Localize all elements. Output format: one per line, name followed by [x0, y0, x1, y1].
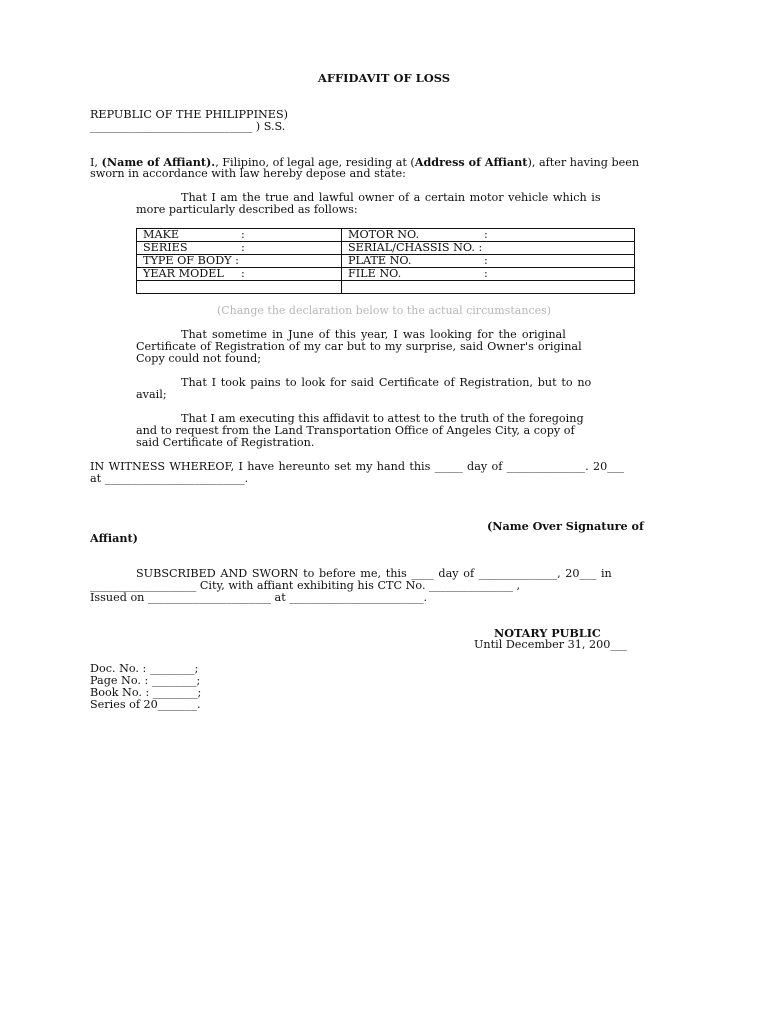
vehicle-field-right [342, 229, 635, 242]
vehicle-table-row [137, 255, 635, 268]
vehicle-field-label: SERIAL/CHASSIS NO. : [348, 241, 483, 254]
vehicle-field-left [137, 229, 342, 242]
vehicle-field-label: FILE NO. [348, 267, 402, 280]
subscribed-line-1: SUBSCRIBED AND SWORN to before me, this ____ day of ______________, 20___ in [136, 567, 612, 580]
affiant-name: (Name of Affiant). [101, 155, 216, 169]
para-lost-line-1: That sometime in June of this year, I was looking for the original [181, 328, 566, 341]
para-search-line-1: That I took pains to look for said Certificate of Registration, but to no [181, 376, 592, 389]
republic-line: REPUBLIC OF THE PHILIPPINES) [90, 108, 288, 121]
ss-blank: _____________________________ [90, 120, 253, 133]
ownership-line-1: That I am the true and lawful owner of a certain motor vehicle which is [181, 191, 601, 204]
para-purpose-line-3: said Certificate of Registration. [136, 436, 315, 449]
vehicle-field-colon: : [484, 267, 488, 280]
intro-line-2: sworn in accordance with law hereby depose and state: [90, 167, 406, 180]
vehicle-field-colon: : [484, 228, 488, 241]
signature-label-cont: Affiant) [90, 531, 138, 545]
para-lost-line-3: Copy could not found; [136, 352, 262, 365]
para-search-line-2: avail; [136, 388, 167, 401]
document-title: AFFIDAVIT OF LOSS [317, 71, 451, 85]
vehicle-table-row [137, 281, 635, 294]
witness-line-1: IN WITNESS WHEREOF, I have hereunto set my hand this _____ day of ______________. 20___ [90, 460, 625, 473]
affiant-address: Address of Affiant [414, 155, 528, 169]
vehicle-field-left [137, 268, 342, 281]
subscribed-line-3: Issued on ______________________ at ________________________. [90, 591, 428, 604]
vehicle-field-label: PLATE NO. [348, 254, 412, 267]
signature-label: (Name Over Signature of [487, 519, 644, 533]
docket-doc-no: Doc. No. : ________; [90, 662, 199, 675]
vehicle-field-colon: : [484, 254, 488, 267]
ss-suffix: ) S.S. [252, 120, 286, 133]
vehicle-field-right [342, 281, 635, 294]
vehicle-field-right [342, 242, 635, 255]
vehicle-field-colon: : [241, 228, 245, 241]
vehicle-details-table [136, 228, 635, 294]
vehicle-field-label: MOTOR NO. [348, 228, 420, 241]
vehicle-field-left [137, 255, 342, 268]
vehicle-table-row [137, 268, 635, 281]
vehicle-field-colon: : [241, 267, 245, 280]
vehicle-field-colon: : [241, 241, 245, 254]
intro-line-1: I, (Name of Affiant)., Filipino, of legal age, residing at (Address of Affiant), after having been [90, 155, 640, 169]
subscribed-line-2: ___________________ City, with affiant exhibiting his CTC No. _______________ , [90, 579, 521, 592]
notary-title: NOTARY PUBLIC [494, 626, 601, 640]
para-purpose-line-2: and to request from the Land Transportation Office of Angeles City, a copy of [136, 424, 575, 437]
vehicle-field-right [342, 255, 635, 268]
vehicle-field-label: YEAR MODEL [143, 267, 224, 280]
vehicle-field-right [342, 268, 635, 281]
ss-line [90, 121, 285, 134]
para-purpose-line-1: That I am executing this affidavit to attest to the truth of the foregoing [181, 412, 584, 425]
witness-line-2: at _________________________. [90, 472, 249, 485]
para-lost-line-2: Certificate of Registration of my car but to my surprise, said Owner's original [136, 340, 582, 353]
vehicle-table-row [137, 229, 635, 242]
ownership-line-2: more particularly described as follows: [136, 203, 358, 216]
notary-until: Until December 31, 200___ [474, 638, 628, 651]
vehicle-field-left [137, 242, 342, 255]
vehicle-field-label: TYPE OF BODY : [143, 254, 239, 267]
docket-book-no: Book No. : ________; [90, 686, 202, 699]
docket-series: Series of 20_______. [90, 698, 201, 711]
vehicle-field-label: SERIES [143, 241, 188, 254]
docket-page-no: Page No. : ________; [90, 674, 201, 687]
vehicle-field-label: MAKE [143, 228, 180, 241]
vehicle-field-left [137, 281, 342, 294]
instruction-hint: (Change the declaration below to the actual circumstances) [216, 304, 552, 317]
vehicle-table-row [137, 242, 635, 255]
